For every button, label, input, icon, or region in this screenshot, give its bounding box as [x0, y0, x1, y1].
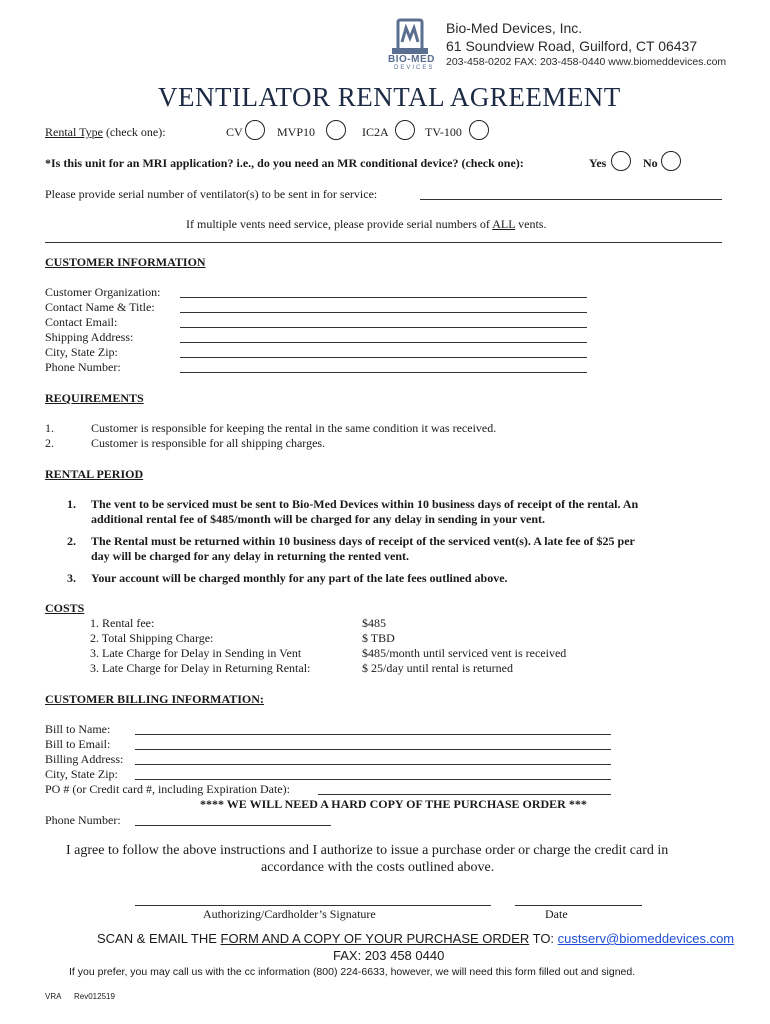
option-mvp10-checkbox[interactable] [326, 120, 346, 140]
shipping-address-label: Shipping Address: [45, 330, 134, 344]
po-number-label: PO # (or Credit card #, including Expiration Date): [45, 782, 290, 796]
mri-yes-checkbox[interactable] [611, 151, 631, 171]
option-cv-checkbox[interactable] [245, 120, 265, 140]
billing-address-label: Billing Address: [45, 752, 124, 766]
billing-city-label: City, State Zip: [45, 767, 118, 781]
rental-period-3-line1: Your account will be charged monthly for any part of the late fees outlined above. [91, 571, 508, 585]
cost-2-value: $ TBD [362, 631, 395, 645]
customer-info-heading: CUSTOMER INFORMATION [45, 255, 206, 269]
serial-input[interactable] [420, 199, 722, 200]
rental-period-2-line2: day will be charged for any delay in returning the rented vent. [91, 549, 409, 563]
form-code: VRA [45, 992, 62, 1001]
requirement-1-text: Customer is responsible for keeping the rental in the same condition it was received. [91, 421, 497, 435]
agreement-line-2: accordance with the costs outlined above. [261, 860, 495, 875]
requirement-1-num: 1. [45, 421, 54, 435]
contact-email-input[interactable] [180, 327, 587, 328]
cost-3-label: 3. Late Charge for Delay in Sending in Vent [90, 646, 302, 660]
scan-email-instruction: SCAN & EMAIL THE FORM AND A COPY OF YOUR PURCHASE ORDER TO: custserv@biomeddevices.com [97, 931, 735, 946]
contact-email-label: Contact Email: [45, 315, 118, 329]
requirements-heading: REQUIREMENTS [45, 391, 144, 405]
billing-phone-input[interactable] [135, 825, 331, 826]
billing-address-input[interactable] [135, 764, 611, 765]
rental-type-label: Rental Type (check one): [45, 125, 166, 139]
po-number-input[interactable] [318, 794, 611, 795]
customer-org-input[interactable] [180, 297, 587, 298]
logo-subtext: DEVICES [394, 65, 435, 71]
serial-multi-input[interactable] [45, 242, 722, 243]
option-mvp10-label: MVP10 [277, 125, 316, 139]
requirement-2-num: 2. [45, 436, 54, 450]
date-input[interactable] [515, 905, 642, 906]
option-tv100-label: TV-100 [425, 125, 462, 139]
city-state-zip-label: City, State Zip: [45, 345, 118, 359]
requirement-2-text: Customer is responsible for all shipping charges. [91, 436, 326, 450]
form-revision: Rev012519 [74, 992, 115, 1001]
mri-no-label: No [643, 156, 658, 170]
option-ic2a-checkbox[interactable] [395, 120, 415, 140]
fax-number: FAX: 203 458 0440 [333, 948, 445, 963]
serial-label: Please provide serial number of ventilator(s) to be sent in for service: [45, 187, 378, 201]
page-title: VENTILATOR RENTAL AGREEMENT [158, 82, 621, 112]
cost-3-value: $485/month until serviced vent is received [362, 646, 567, 660]
company-contact: 203-458-0202 FAX: 203-458-0440 www.biomeddevices.com [446, 56, 727, 68]
mri-no-checkbox[interactable] [661, 151, 681, 171]
bill-to-email-input[interactable] [135, 749, 611, 750]
rental-period-3-num: 3. [67, 571, 76, 585]
cost-4-value: $ 25/day until rental is returned [362, 661, 513, 675]
phone-note: If you prefer, you may call us with the cc information (800) 224-6633, however, we will need this form filled out and signed. [69, 966, 636, 978]
rental-period-heading: RENTAL PERIOD [45, 467, 144, 481]
rental-period-2-line1: The Rental must be returned within 10 business days of receipt of the serviced vent(s). A late fee of $25 per [91, 534, 635, 548]
bill-to-name-input[interactable] [135, 734, 611, 735]
mri-yes-label: Yes [589, 156, 607, 170]
costs-heading: COSTS [45, 601, 85, 615]
shipping-address-input[interactable] [180, 342, 587, 343]
city-state-zip-input[interactable] [180, 357, 587, 358]
company-address: 61 Soundview Road, Guilford, CT 06437 [446, 38, 698, 54]
signature-input[interactable] [135, 905, 491, 906]
option-tv100-checkbox[interactable] [469, 120, 489, 140]
rental-period-1-num: 1. [67, 497, 76, 511]
contact-name-input[interactable] [180, 312, 587, 313]
logo-text: BIO-MED [388, 54, 435, 65]
cost-2-label: 2. Total Shipping Charge: [90, 631, 214, 645]
purchase-order-notice: **** WE WILL NEED A HARD COPY OF THE PURCHASE ORDER *** [200, 797, 587, 811]
cost-1-label: 1. Rental fee: [90, 616, 155, 630]
option-cv-label: CV [226, 125, 243, 139]
billing-city-input[interactable] [135, 779, 611, 780]
bill-to-name-label: Bill to Name: [45, 722, 111, 736]
company-name: Bio-Med Devices, Inc. [446, 20, 583, 36]
signature-label: Authorizing/Cardholder’s Signature [203, 907, 376, 921]
date-label: Date [545, 907, 568, 921]
customer-org-label: Customer Organization: [45, 285, 161, 299]
agreement-line-1: I agree to follow the above instructions and I authorize to issue a purchase order or charge the credit card in [66, 843, 669, 858]
contact-name-label: Contact Name & Title: [45, 300, 155, 314]
company-logo [388, 18, 438, 70]
serial-multi-note: If multiple vents need service, please provide serial numbers of ALL vents. [186, 217, 547, 231]
rental-period-1-line1: The vent to be serviced must be sent to Bio-Med Devices within 10 business days of receipt of the rental. An [91, 497, 639, 511]
phone-number-label: Phone Number: [45, 360, 121, 374]
mri-question: *Is this unit for an MRI application? i.e., do you need an MR conditional device? (check one): [45, 156, 524, 170]
rental-period-1-line2: additional rental fee of $485/month will be charged for any delay in sending in your vent. [91, 512, 546, 526]
phone-number-input[interactable] [180, 372, 587, 373]
cost-4-label: 3. Late Charge for Delay in Returning Rental: [90, 661, 311, 675]
cost-1-value: $485 [362, 616, 386, 630]
billing-heading: CUSTOMER BILLING INFORMATION: [45, 692, 264, 706]
rental-period-2-num: 2. [67, 534, 76, 548]
bill-to-email-label: Bill to Email: [45, 737, 111, 751]
option-ic2a-label: IC2A [362, 125, 389, 139]
billing-phone-label: Phone Number: [45, 813, 121, 827]
support-email-link[interactable]: custserv@biomeddevices.com [557, 931, 735, 946]
